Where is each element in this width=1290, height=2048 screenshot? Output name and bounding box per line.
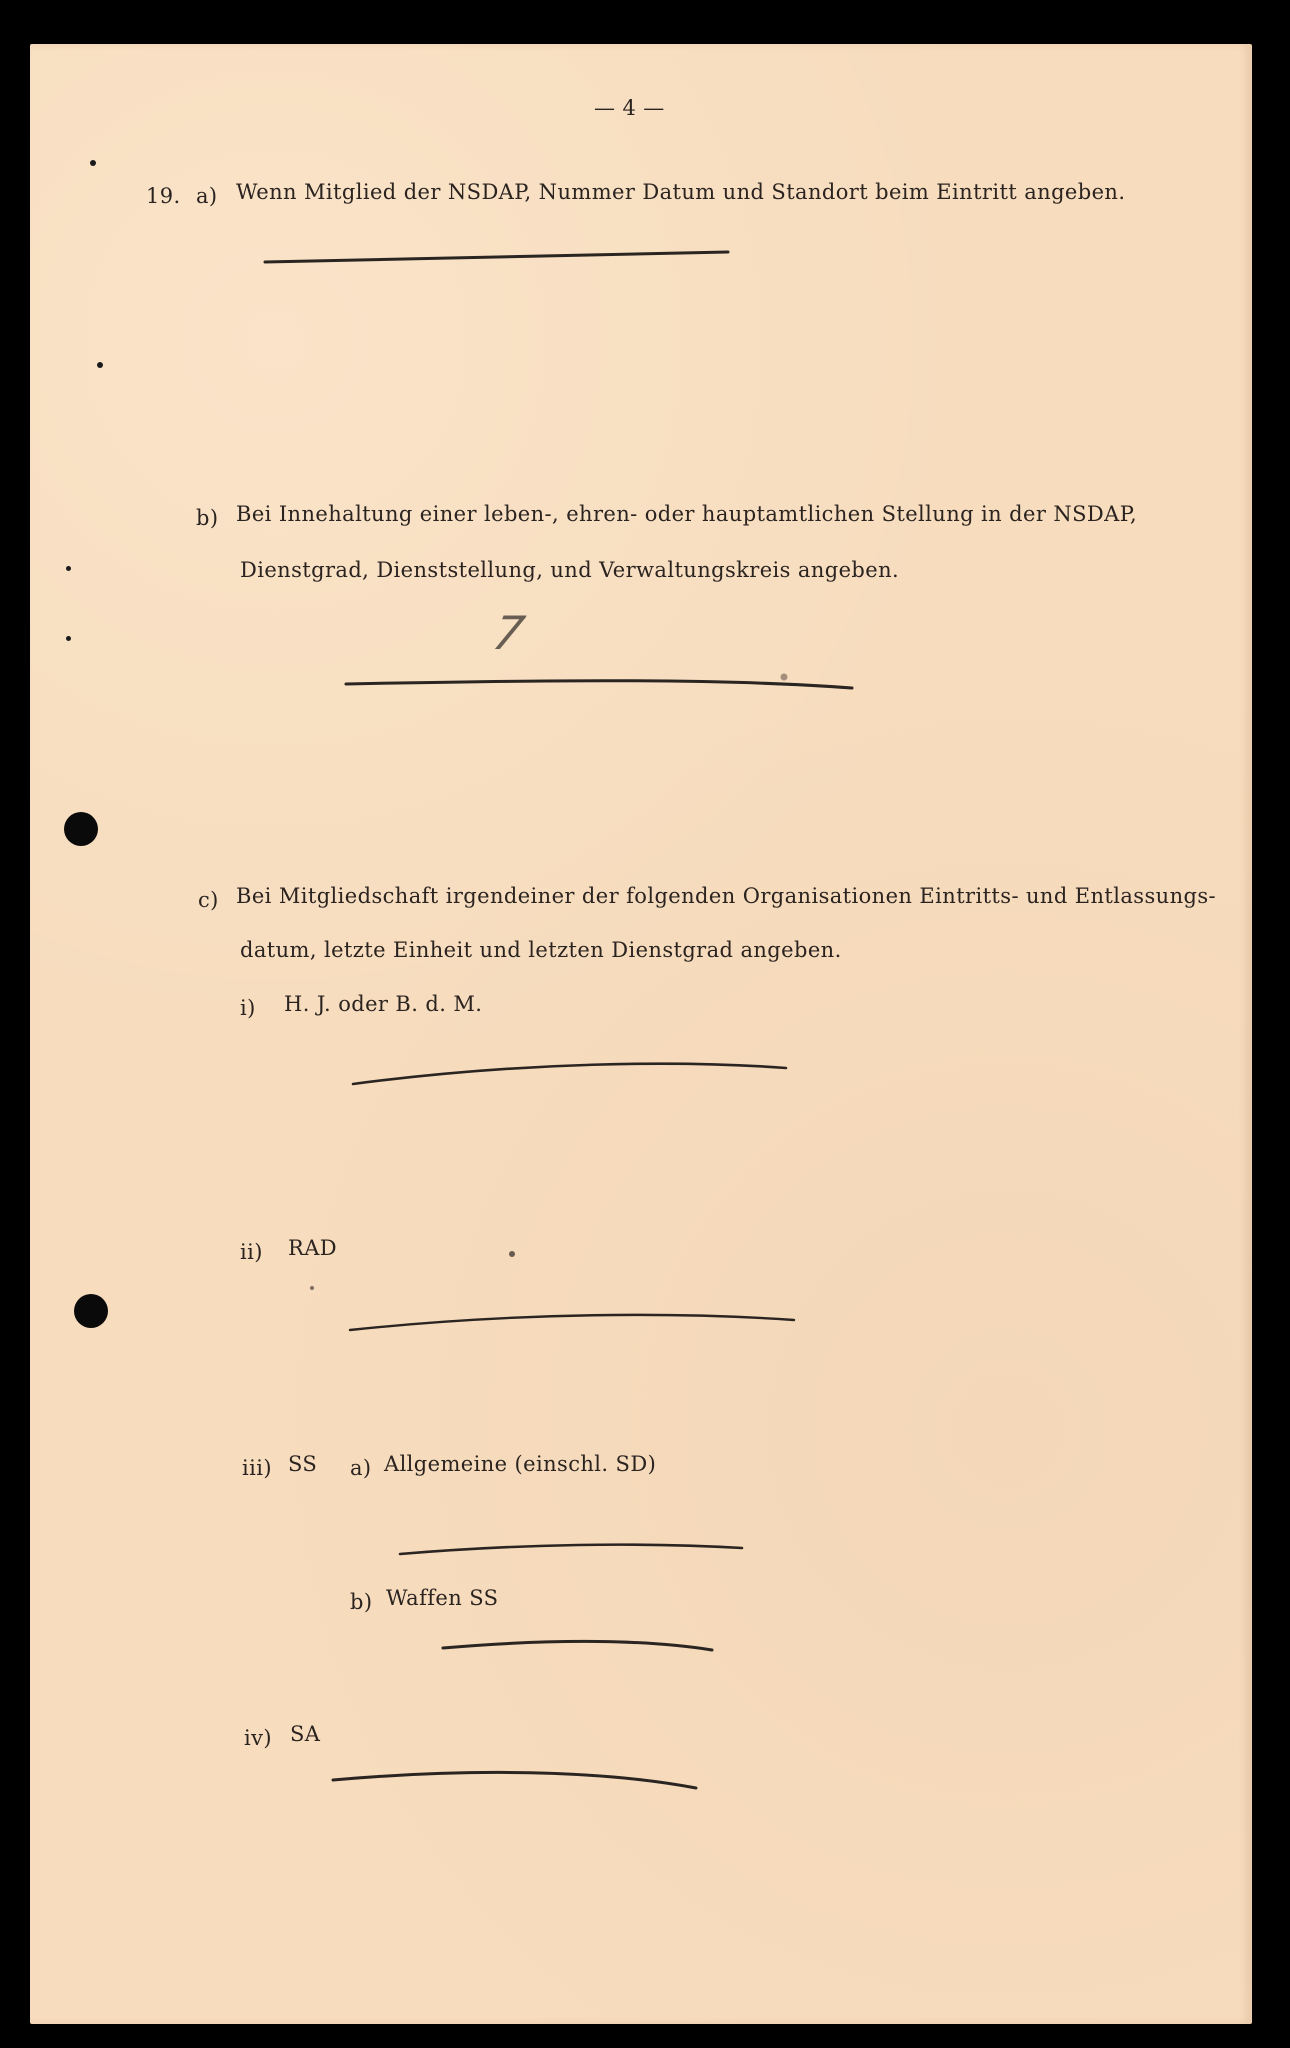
item-b-label: b) [196,506,219,530]
subitem-iii-a-label: a) [350,1456,372,1480]
subitem-i-text: H. J. oder B. d. M. [284,992,483,1016]
item-c-text-line1: Bei Mitgliedschaft irgendeiner der folgenden Organisationen Eintritts- und Entlassungs- [236,884,1217,908]
item-b-text-line2: Dienstgrad, Dienststellung, und Verwaltungskreis angeben. [240,558,900,582]
answer-line-a [265,252,728,262]
subitem-i-label: i) [240,996,256,1020]
page-number: — 4 — [594,96,665,120]
ink-spot [310,1286,314,1290]
answer-line-iv [333,1772,696,1788]
answer-line-ii [350,1315,794,1330]
item-b-text-line1: Bei Innehaltung einer leben-, ehren- oder hauptamtlichen Stellung in der NSDAP, [236,502,1138,526]
answer-line-i [353,1064,786,1084]
question-number: 19. [146,184,181,208]
subitem-iii-label: iii) [242,1456,272,1480]
answer-line-iii-b [443,1641,712,1650]
subitem-ii-text: RAD [288,1236,338,1260]
ink-spot [781,674,788,681]
answer-line-b [346,681,852,688]
ink-spot [509,1251,515,1257]
subitem-iv-label: iv) [244,1726,272,1750]
item-c-label: c) [198,888,219,912]
subitem-iii-b-text: Waffen SS [386,1586,499,1610]
subitem-ii-label: ii) [240,1240,263,1264]
item-a-label: a) [196,184,218,208]
answer-line-iii-a [400,1545,742,1554]
item-c-text-line2: datum, letzte Einheit und letzten Dienstgrad angeben. [240,938,842,962]
subitem-iii-text: SS [288,1452,318,1476]
subitem-iii-a-text: Allgemeine (einschl. SD) [384,1452,657,1476]
subitem-iv-text: SA [290,1722,321,1746]
item-a-text: Wenn Mitglied der NSDAP, Nummer Datum und Standort beim Eintritt angeben. [236,180,1126,204]
handwritten-answer: 7 [488,606,530,660]
subitem-iii-b-label: b) [350,1590,373,1614]
